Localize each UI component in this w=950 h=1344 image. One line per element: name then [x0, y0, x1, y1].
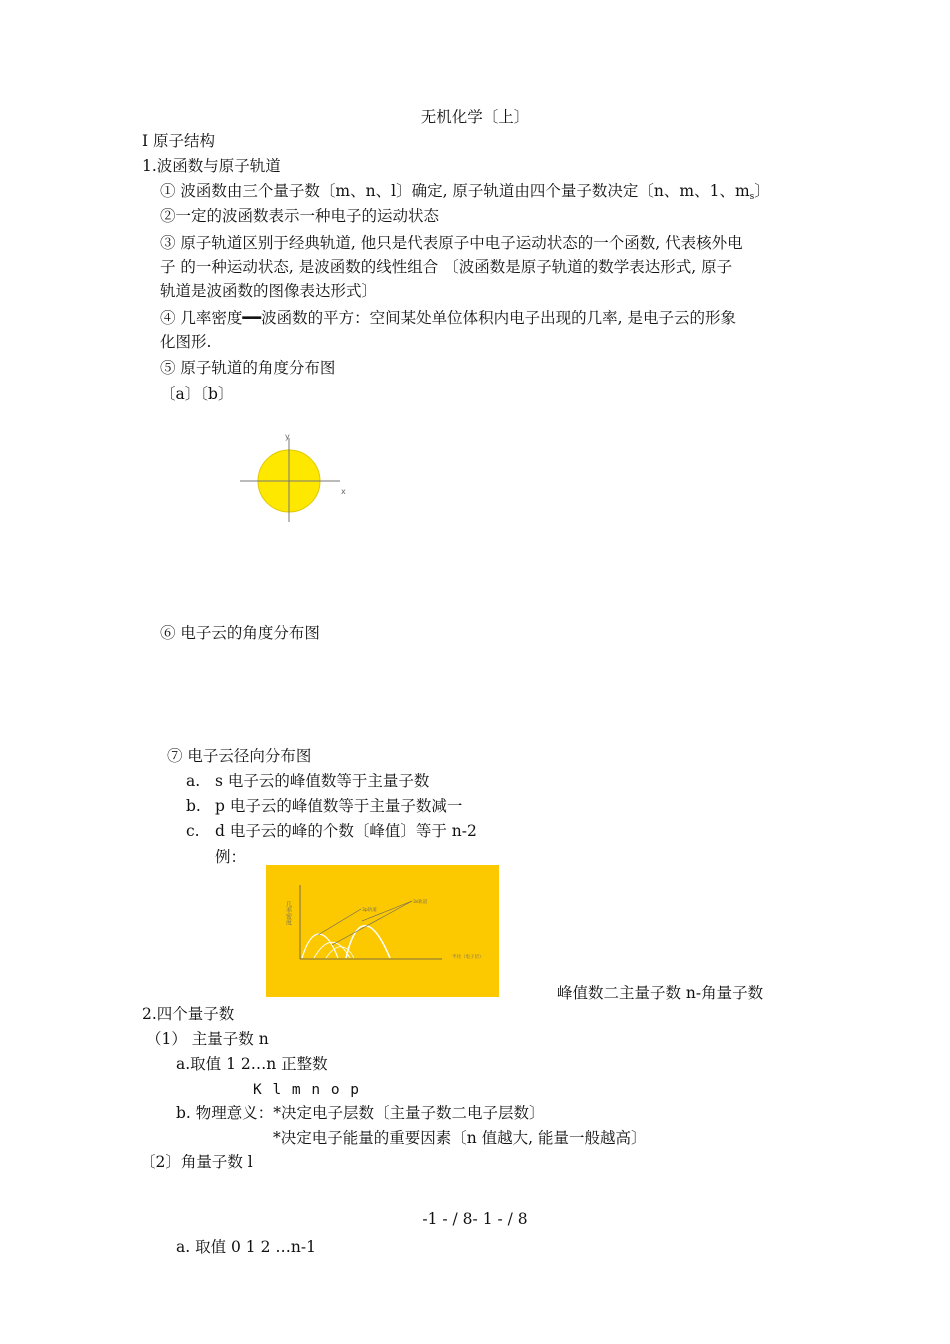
peak-formula: 峰值数二主量子数 n-角量子数	[557, 984, 764, 1002]
radial-distribution-figure	[266, 865, 499, 997]
item-7b: p 电子云的峰值数等于主量子数减一	[215, 797, 463, 815]
item-5-labels: 〔a〕〔b〕	[160, 385, 234, 403]
x-axis-label: x	[341, 487, 346, 496]
shell-letters: K l m n o p	[253, 1082, 361, 1098]
item-3-line-1: ③ 原子轨道区别于经典轨道, 他只是代表原子中电子运动状态的一个函数, 代表核外电	[160, 234, 743, 252]
item-4-line-1: ④ 几率密度━━波函数的平方：空间某处单位体积内电子出现的几率, 是电子云的形象	[160, 309, 736, 327]
part-heading: I 原子结构	[142, 132, 216, 150]
doc-title: 无机化学〔上〕	[420, 108, 530, 126]
principal-qn-heading: （1） 主量子数 n	[146, 1030, 269, 1048]
item-7c-marker: c.	[186, 822, 200, 840]
figure-y-label: 几率密度	[284, 901, 292, 925]
item-7a-marker: a.	[186, 772, 201, 790]
item-1-subscript: s	[749, 192, 755, 202]
s-orbital-diagram	[236, 430, 356, 525]
item-7b-marker: b.	[186, 797, 201, 815]
item-7c: d 电子云的峰的个数〔峰值〕等于 n-2	[215, 822, 477, 840]
principal-qn-values: a.取值 1 2…n 正整数	[176, 1055, 328, 1073]
item-2: ②一定的波函数表示一种电子的运动状态	[160, 207, 440, 225]
figure-background	[266, 865, 499, 997]
item-3-line-3: 轨道是波函数的图像表达形式〕	[160, 282, 378, 300]
angular-qn-heading: 〔2〕角量子数 l	[140, 1153, 253, 1171]
item-1-text: ① 波函数由三个量子数〔m、n、l〕确定, 原子轨道由四个量子数决定〔n、m、1、m	[160, 182, 750, 200]
item-6: ⑥ 电子云的角度分布图	[160, 624, 320, 642]
item-1	[160, 180, 770, 208]
section-heading-2: 2.四个量子数	[142, 1005, 235, 1023]
angular-qn-values: a. 取值 0 1 2 …n-1	[176, 1238, 316, 1256]
curve-label-1: 3p轨道	[362, 908, 377, 913]
principal-qn-meaning-1: b. 物理意义：*决定电子层数〔主量子数二电子层数〕	[176, 1104, 545, 1122]
page-footer: -1 - / 8- 1 - / 8	[422, 1210, 528, 1228]
item-4-line-2: 化图形.	[160, 333, 212, 351]
item-7a: s 电子云的峰值数等于主量子数	[215, 772, 430, 790]
figure-x-label: 半径（电子层）	[452, 955, 484, 960]
item-5: ⑤ 原子轨道的角度分布图	[160, 359, 336, 377]
principal-qn-meaning-2: *决定电子能量的重要因素〔n 值越大, 能量一般越高〕	[273, 1129, 647, 1147]
section-heading-1: 1.波函数与原子轨道	[142, 157, 281, 175]
item-3-line-2: 子 的一种运动状态, 是波函数的线性组合 〔波函数是原子轨道的数学表达形式, 原子	[160, 258, 733, 276]
example-label: 例：	[215, 848, 247, 866]
item-7: ⑦ 电子云径向分布图	[167, 747, 312, 765]
curve-label-2: 3s轨道	[413, 900, 428, 905]
y-axis-label: y	[285, 432, 290, 441]
item-1-end: 〕	[754, 182, 770, 200]
